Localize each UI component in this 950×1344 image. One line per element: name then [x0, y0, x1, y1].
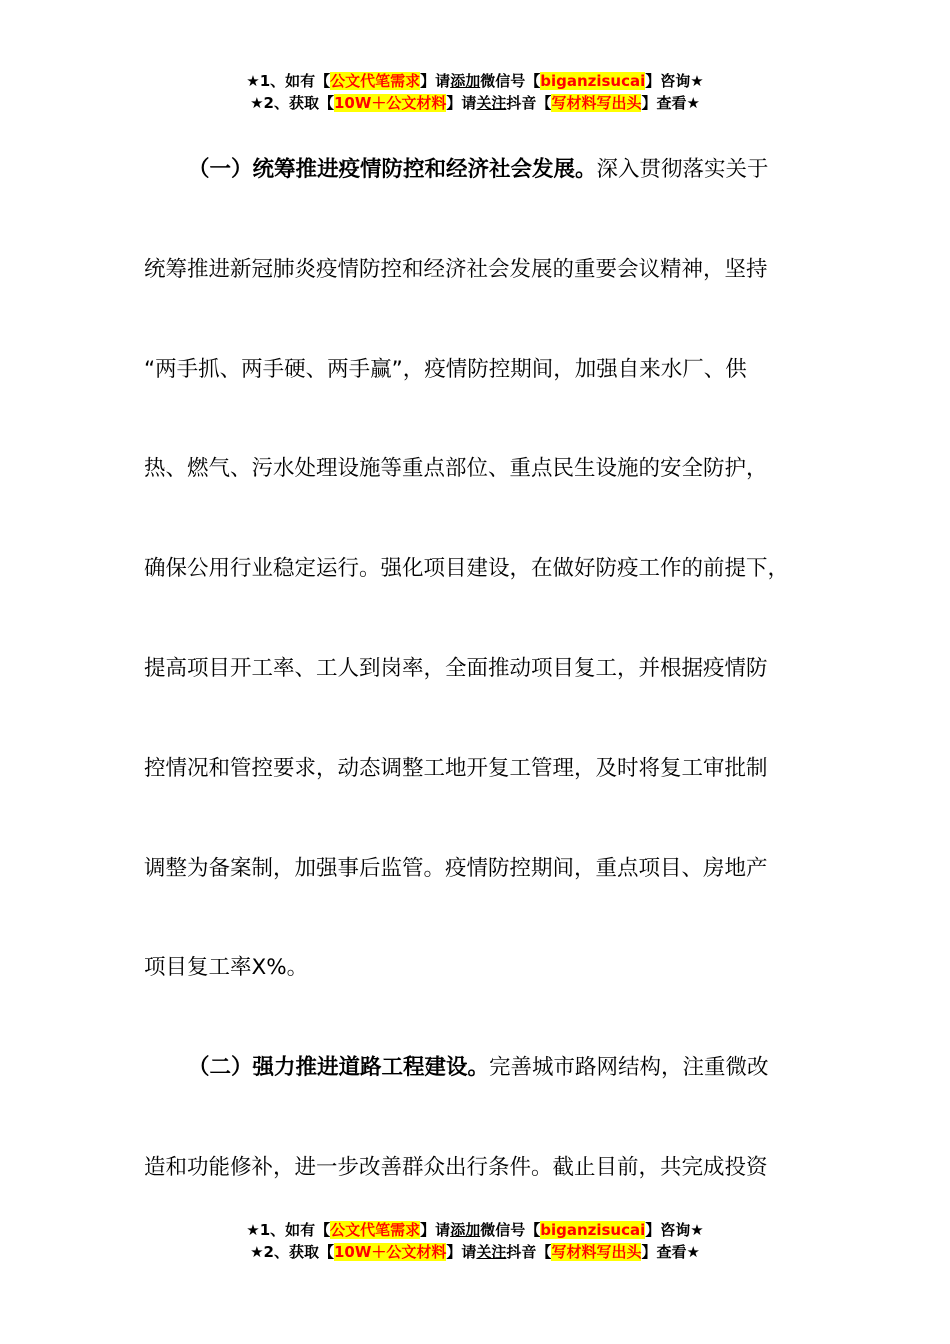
promo-text: 】查看★ [641, 94, 700, 112]
paragraph-line: 控情况和管控要求，动态调整工地开复工管理，及时将复工审批制 [144, 755, 768, 781]
promo-text: ★2、获取【 [250, 94, 334, 112]
promo-highlight: biganzisucai [540, 72, 646, 90]
promo-line-2 [0, 1241, 950, 1263]
promo-highlight: 公文代笔需求 [330, 72, 421, 90]
promo-text: ★1、如有【 [246, 1221, 331, 1239]
promo-highlight: 公文代笔需求 [330, 1221, 421, 1239]
promo-text: 】请 [420, 72, 451, 90]
promo-banner-top [0, 70, 950, 114]
body-text: 完善城市路网结构，注重微改 [489, 1055, 769, 1081]
promo-line-2 [0, 92, 950, 114]
paragraph-line: 造和功能修补，进一步改善群众出行条件。截止目前，共完成投资 [144, 1154, 768, 1180]
promo-text: 】请 [420, 1221, 451, 1239]
promo-underlined: 关注 [476, 1243, 507, 1261]
promo-text: 】请 [446, 1243, 477, 1261]
paragraph-line [144, 120, 834, 220]
promo-highlight: 写材料写出头 [551, 1243, 642, 1261]
promo-text: ★2、获取【 [250, 1243, 334, 1261]
paragraph-line: 项目复工率X%。 [144, 955, 309, 981]
paragraph-line: “两手抓、两手硬、两手赢”，疫情防控期间，加强自来水厂、供 [144, 356, 747, 382]
promo-underlined: 添加 [450, 1221, 481, 1239]
promo-underlined: 关注 [476, 94, 507, 112]
body-text: 深入贯彻落实关于 [596, 157, 769, 182]
section-heading: （二）强力推进道路工程建设。 [188, 1055, 490, 1081]
document-body [144, 120, 834, 1218]
promo-line-1 [0, 70, 950, 92]
promo-text: 微信号【 [480, 72, 541, 90]
section-heading: （一）统筹推进疫情防控和经济社会发展。 [188, 157, 597, 182]
paragraph-line: 统筹推进新冠肺炎疫情防控和经济社会发展的重要会议精神，坚持 [144, 256, 768, 282]
promo-text: 抖音【 [506, 94, 552, 112]
paragraph-line: 提高项目开工率、工人到岗率，全面推动项目复工，并根据疫情防 [144, 655, 768, 681]
paragraph-line: 热、燃气、污水处理设施等重点部位、重点民生设施的安全防护， [144, 456, 768, 482]
promo-text: 】咨询★ [645, 1221, 704, 1239]
promo-text: 微信号【 [480, 1221, 541, 1239]
paragraph-1 [144, 120, 834, 1018]
promo-highlight: 写材料写出头 [551, 94, 642, 112]
promo-underlined: 添加 [450, 72, 481, 90]
paragraph-2 [144, 1018, 834, 1218]
promo-text: ★1、如有【 [246, 72, 331, 90]
promo-banner-bottom [0, 1219, 950, 1263]
promo-text: 】请 [446, 94, 477, 112]
paragraph-line: 调整为备案制，加强事后监管。疫情防控期间，重点项目、房地产 [144, 855, 768, 881]
promo-text: 】查看★ [641, 1243, 700, 1261]
promo-highlight: 10W＋公文材料 [333, 94, 447, 112]
promo-text: 】咨询★ [645, 72, 704, 90]
promo-text: 抖音【 [506, 1243, 552, 1261]
promo-line-1 [0, 1219, 950, 1241]
paragraph-line: 确保公用行业稳定运行。强化项目建设，在做好防疫工作的前提下， [144, 556, 790, 582]
paragraph-line [144, 1018, 834, 1118]
promo-highlight: 10W＋公文材料 [333, 1243, 447, 1261]
promo-highlight: biganzisucai [540, 1221, 646, 1239]
